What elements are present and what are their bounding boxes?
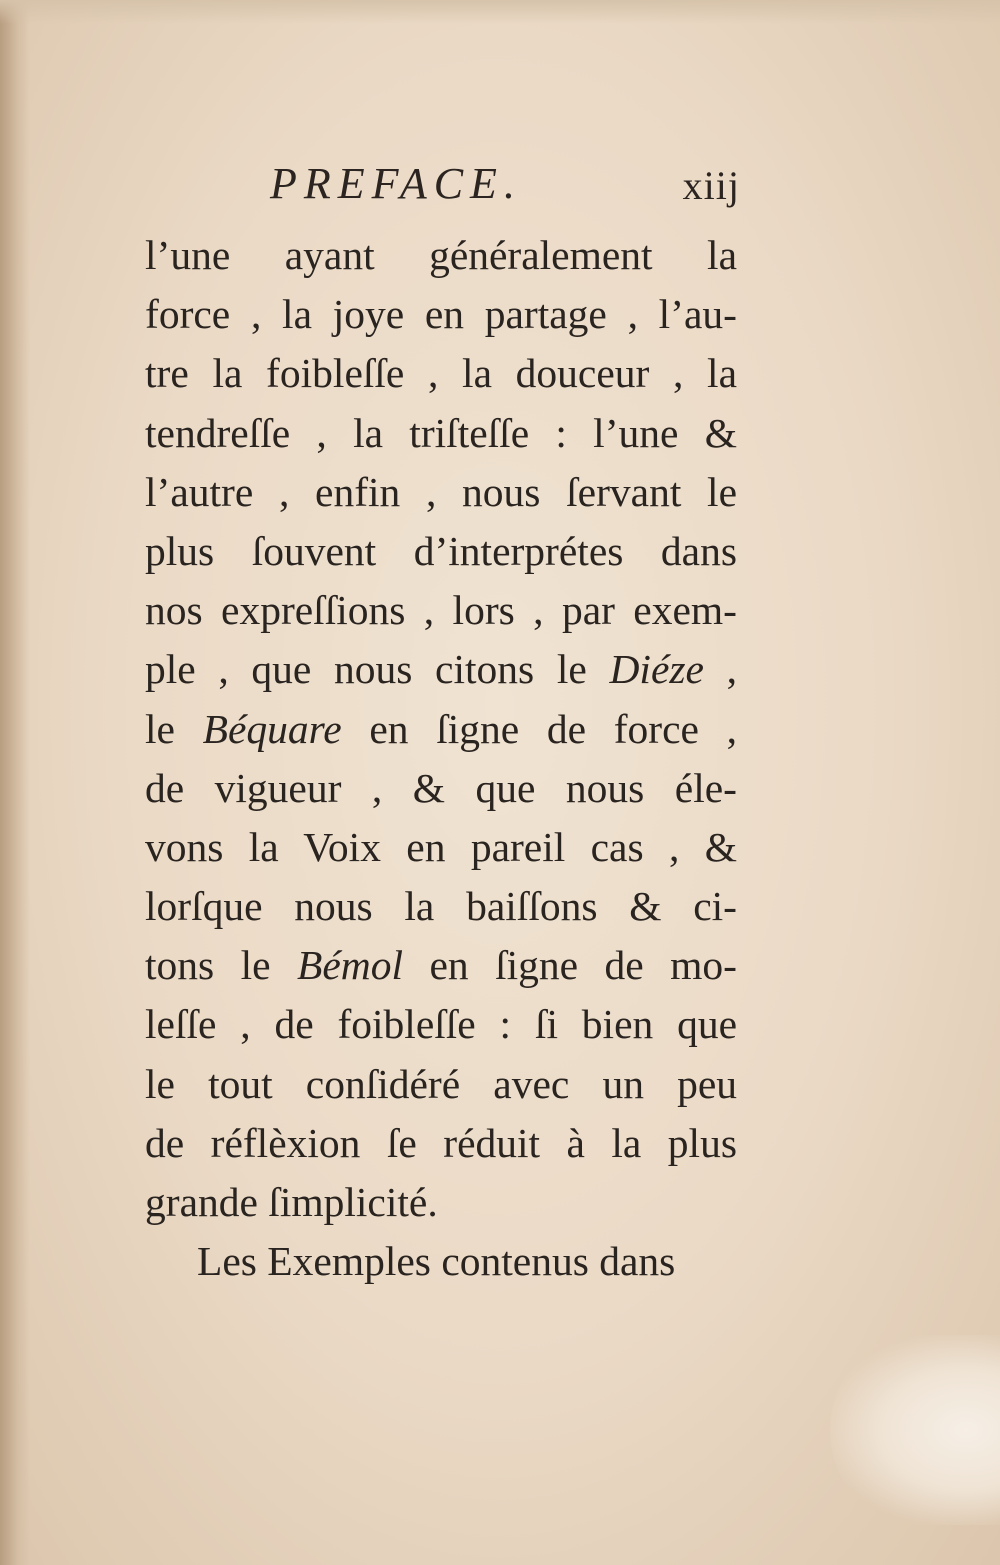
text-line [145,936,737,995]
text-line [145,1173,737,1232]
page-header [270,158,740,218]
text-line [145,700,737,759]
text-run: plus ſouvent d’interprétes dans [145,527,737,574]
italic-term: Diéze [609,646,704,693]
italic-term: Béquare [202,705,342,752]
text-run: l’autre , enfin , nous ſervant le [145,468,737,515]
text-run: le [145,705,203,752]
text-run: de réflèxion ſe réduit à la plus [145,1119,737,1166]
text-line [145,759,737,818]
text-run: l’une ayant généralement la [145,232,737,278]
text-run: tendreſſe , la triſteſſe : l’une & [145,409,737,456]
text-run: le tout conſidéré avec un peu [145,1060,737,1107]
text-line [145,285,737,344]
body-text [145,226,737,1291]
text-line [145,1055,737,1114]
page-number: xiij [682,163,740,208]
text-line [145,404,737,463]
text-line [145,1114,737,1173]
text-run: nos expreſſions , lors , par exem- [145,587,737,634]
text-run: vons la Voix en pareil cas , & [145,823,737,870]
text-run: lorſque nous la baiſſons & ci- [145,883,737,930]
text-line [145,522,737,581]
text-run: force , la joye en partage , l’au- [145,291,737,338]
text-run: de vigueur , & que nous éle- [145,764,737,811]
text-run: Les Exemples contenus dans [197,1238,676,1285]
text-run: tons le [145,942,298,989]
text-run: en ſigne de mo- [403,942,737,989]
text-run: grande ſimplicité. [145,1179,438,1225]
page-binding-edge [0,0,30,1565]
page-top-edge [0,0,1000,24]
text-run: tre la foibleſſe , la douceur , la [145,350,737,397]
text-line [145,226,737,285]
text-line [145,463,737,522]
text-run: leſſe , de foibleſſe : ſi bien que [145,1001,737,1048]
text-line [145,344,737,403]
running-head: PREFACE. [270,159,522,208]
text-line [145,640,737,699]
text-run: , [703,646,737,693]
text-line [145,1232,737,1291]
text-line [145,877,737,936]
text-line [145,995,737,1054]
text-line [145,818,737,877]
text-line [145,581,737,640]
text-run: ple , que nous citons le [145,646,610,693]
text-run: en ſigne de force , [341,705,737,752]
paper-stain [830,1335,1000,1525]
italic-term: Bémol [297,942,404,989]
